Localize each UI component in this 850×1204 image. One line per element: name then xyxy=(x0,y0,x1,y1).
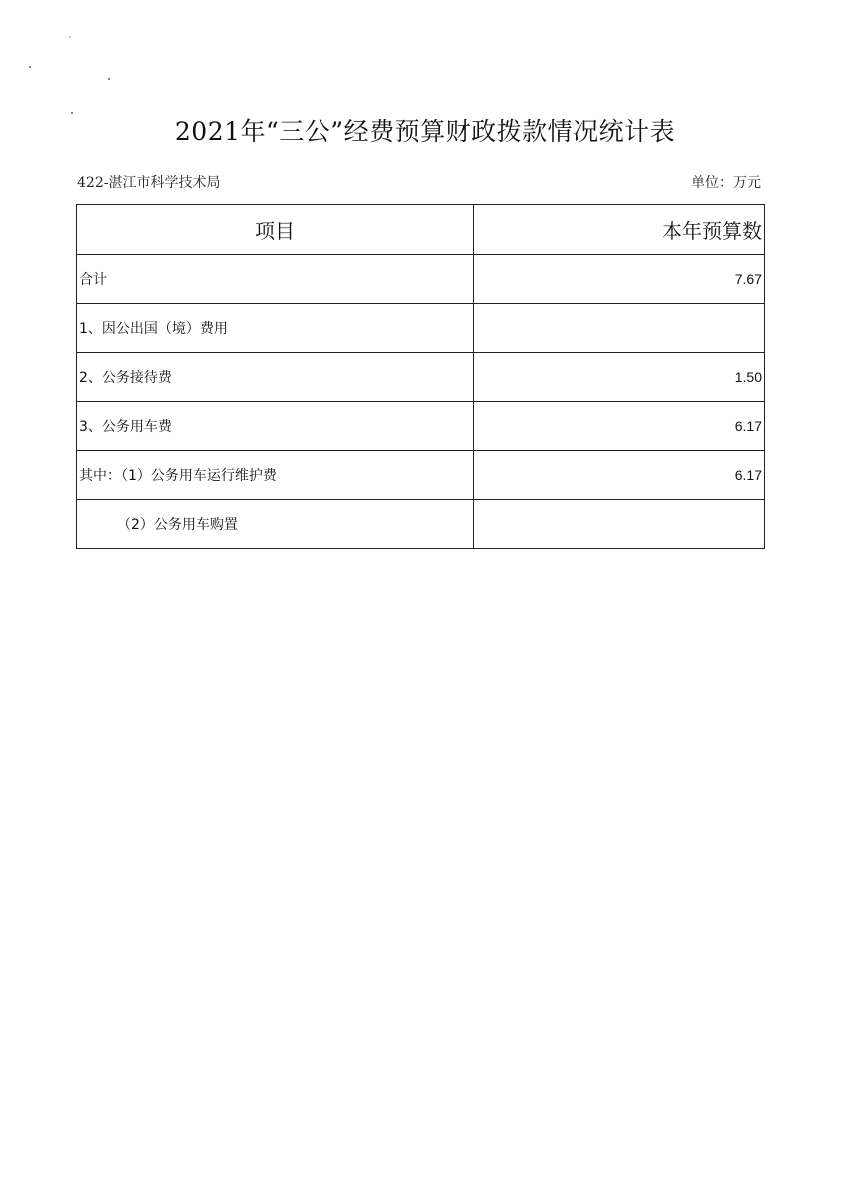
document-title: 2021年“三公”经费预算财政拨款情况统计表 xyxy=(174,117,676,146)
table-row-vehicle-maintenance xyxy=(77,451,765,500)
row-item: 其中：（1）公务用车运行维护费 xyxy=(77,451,474,500)
row-amount xyxy=(474,304,765,353)
row-item: （2）公务用车购置 xyxy=(77,500,474,549)
table-row-vehicle-purchase xyxy=(77,500,765,549)
row-item: 2、公务接待费 xyxy=(77,353,474,402)
table-row-vehicle xyxy=(77,402,765,451)
unit-label: 单位：万元 xyxy=(691,175,761,191)
budget-table xyxy=(76,204,765,549)
row-amount xyxy=(474,500,765,549)
row-amount: 7.67 xyxy=(474,255,765,304)
row-item: 3、公务用车费 xyxy=(77,402,474,451)
row-amount: 6.17 xyxy=(474,451,765,500)
row-amount: 6.17 xyxy=(474,402,765,451)
row-amount: 1.50 xyxy=(474,353,765,402)
row-item: 1、因公出国（境）费用 xyxy=(77,304,474,353)
table-row-overseas xyxy=(77,304,765,353)
table-row-total xyxy=(77,255,765,304)
organization-label: 422-湛江市科学技术局 xyxy=(77,175,221,191)
scan-speck xyxy=(69,36,71,38)
scan-speck xyxy=(29,66,31,68)
row-item: 合计 xyxy=(77,255,474,304)
table-row-reception xyxy=(77,353,765,402)
scan-speck xyxy=(108,78,110,80)
header-amount: 本年预算数 xyxy=(474,205,765,255)
table-header-row xyxy=(77,205,765,255)
header-item: 项目 xyxy=(77,205,474,255)
